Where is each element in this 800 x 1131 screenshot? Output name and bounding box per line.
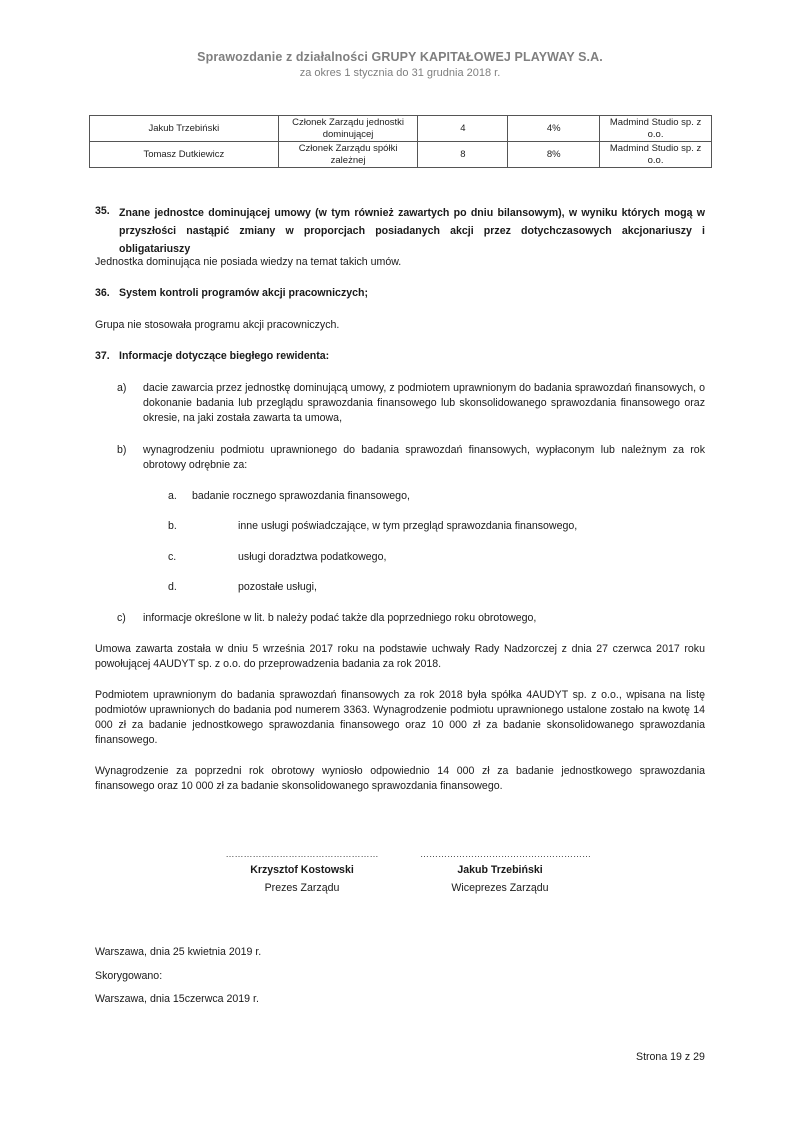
document-period: za okres 1 stycznia do 31 grudnia 2018 r. — [299, 67, 501, 79]
section-36-body: Grupa nie stosowała programu akcji pracowniczych. — [95, 319, 340, 331]
section-36-heading — [95, 286, 705, 301]
list-item-b — [117, 443, 705, 473]
sub-text: badanie rocznego sprawozdania finansowego, — [192, 490, 410, 502]
signature-vice-president — [420, 849, 591, 894]
sub-text: inne usługi poświadczające, w tym przegląd sprawozdania finansowego, — [238, 520, 578, 532]
list-marker: b) — [117, 444, 127, 456]
cell-role: Członek Zarządu jednostki dominującej — [278, 116, 418, 142]
section-number: 35. — [95, 205, 110, 217]
section-35-body: Jednostka dominująca nie posiada wiedzy na temat takich umów. — [95, 256, 402, 268]
sub-text: pozostałe usługi, — [238, 581, 317, 593]
section-title: System kontroli programów akcji pracowniczych; — [119, 287, 369, 299]
corrected-date: Warszawa, dnia 15czerwca 2019 r. — [95, 993, 259, 1005]
section-number: 36. — [95, 287, 110, 299]
document-title: Sprawozdanie z działalności GRUPY KAPITAŁOWEJ PLAYWAY S.A. — [197, 50, 603, 64]
sub-item-a — [168, 489, 410, 504]
sub-marker: d. — [168, 581, 177, 593]
list-text: wynagrodzeniu podmiotu uprawnionego do badania sprawozdań finansowych, wypłaconym lub należnym za rok obrotowy odrębnie za: — [143, 444, 705, 471]
section-title: Znane jednostce dominującej umowy (w tym również zawartych po dniu bilansowym), w wyniku których mogą w przyszłości nastąpić zmiany w proporcjach posiadanych akcji przez dotychczasowych akcjonariuszy i obligatariuszy — [119, 207, 705, 255]
list-text: informacje określone w lit. b należy podać także dla poprzedniego roku obrotowego, — [143, 612, 537, 624]
signatory-role: Wiceprezes Zarządu — [451, 882, 549, 894]
signature-line: ………………………………………………… — [420, 849, 591, 859]
list-text: dacie zawarcia przez jednostkę dominującą umowy, z podmiotem uprawnionym do badania sprawozdań finansowych, o dokonanie badania lub przeglądu sprawozdania finansowego lub skonsolidowanego sprawozdania finansowego oraz okresie, na jaki została zawarta ta umowa, — [143, 382, 705, 424]
cell-percent: 8% — [508, 142, 600, 168]
signatory-name: Jakub Trzebiński — [457, 864, 543, 876]
signatory-role: Prezes Zarządu — [264, 882, 340, 894]
list-item-a — [117, 381, 705, 426]
cell-shares: 4 — [418, 116, 508, 142]
paragraph-previous-year: Wynagrodzenie za poprzedni rok obrotowy wyniosło odpowiednio 14 000 zł za badanie jednostkowego sprawozdania finansowego oraz 10 000 zł za badanie skonsolidowanego sprawozdania finansowego. — [95, 765, 705, 792]
page-number: Strona 19 z 29 — [636, 1051, 705, 1063]
section-number: 37. — [95, 350, 110, 362]
sub-marker: b. — [168, 520, 177, 532]
table-row — [90, 116, 712, 142]
table-row — [90, 142, 712, 168]
sub-marker: a. — [168, 490, 177, 502]
signature-president — [222, 849, 382, 894]
signature-line: …………………………………………… — [225, 849, 379, 859]
list-item-c — [117, 611, 705, 626]
list-marker: c) — [117, 612, 126, 624]
section-37-heading — [95, 349, 705, 364]
sub-text: usługi doradztwa podatkowego, — [238, 551, 387, 563]
cell-name: Jakub Trzebiński — [90, 116, 279, 142]
sub-item-c — [168, 550, 386, 565]
cell-name: Tomasz Dutkiewicz — [90, 142, 279, 168]
place-date: Warszawa, dnia 25 kwietnia 2019 r. — [95, 946, 262, 958]
sub-item-b — [168, 519, 577, 534]
cell-company: Madmind Studio sp. z o.o. — [600, 142, 712, 168]
paragraph-auditor: Podmiotem uprawnionym do badania sprawozdań finansowych za rok 2018 była spółka 4AUDYT sp. z o.o., wpisana na listę podmiotów uprawnionych do badania pod numerem 3363. Wynagrodzenie podmiotu uprawnionego ustalone zostało na kwotę 14 000 zł za badanie jednostkowego sprawozdania finansowego oraz 10 000 zł za badanie skonsolidowanego sprawozdania finansowego. — [95, 689, 705, 746]
shares-table — [89, 115, 712, 168]
cell-shares: 8 — [418, 142, 508, 168]
cell-percent: 4% — [508, 116, 600, 142]
corrected-label: Skorygowano: — [95, 970, 163, 982]
sub-item-d — [168, 580, 317, 595]
list-marker: a) — [117, 382, 127, 394]
section-title: Informacje dotyczące biegłego rewidenta: — [119, 350, 330, 362]
cell-company: Madmind Studio sp. z o.o. — [600, 116, 712, 142]
cell-role: Członek Zarządu spółki zależnej — [278, 142, 418, 168]
section-35-heading — [95, 204, 705, 258]
page-header — [0, 50, 800, 79]
signatory-name: Krzysztof Kostowski — [250, 864, 354, 876]
sub-marker: c. — [168, 551, 177, 563]
paragraph-agreement: Umowa zawarta została w dniu 5 września 2017 roku na podstawie uchwały Rady Nadzorczej z dnia 27 czerwca 2017 roku powołującej 4AUDYT sp. z o.o. do przeprowadzenia badania za rok 2018. — [95, 643, 705, 670]
